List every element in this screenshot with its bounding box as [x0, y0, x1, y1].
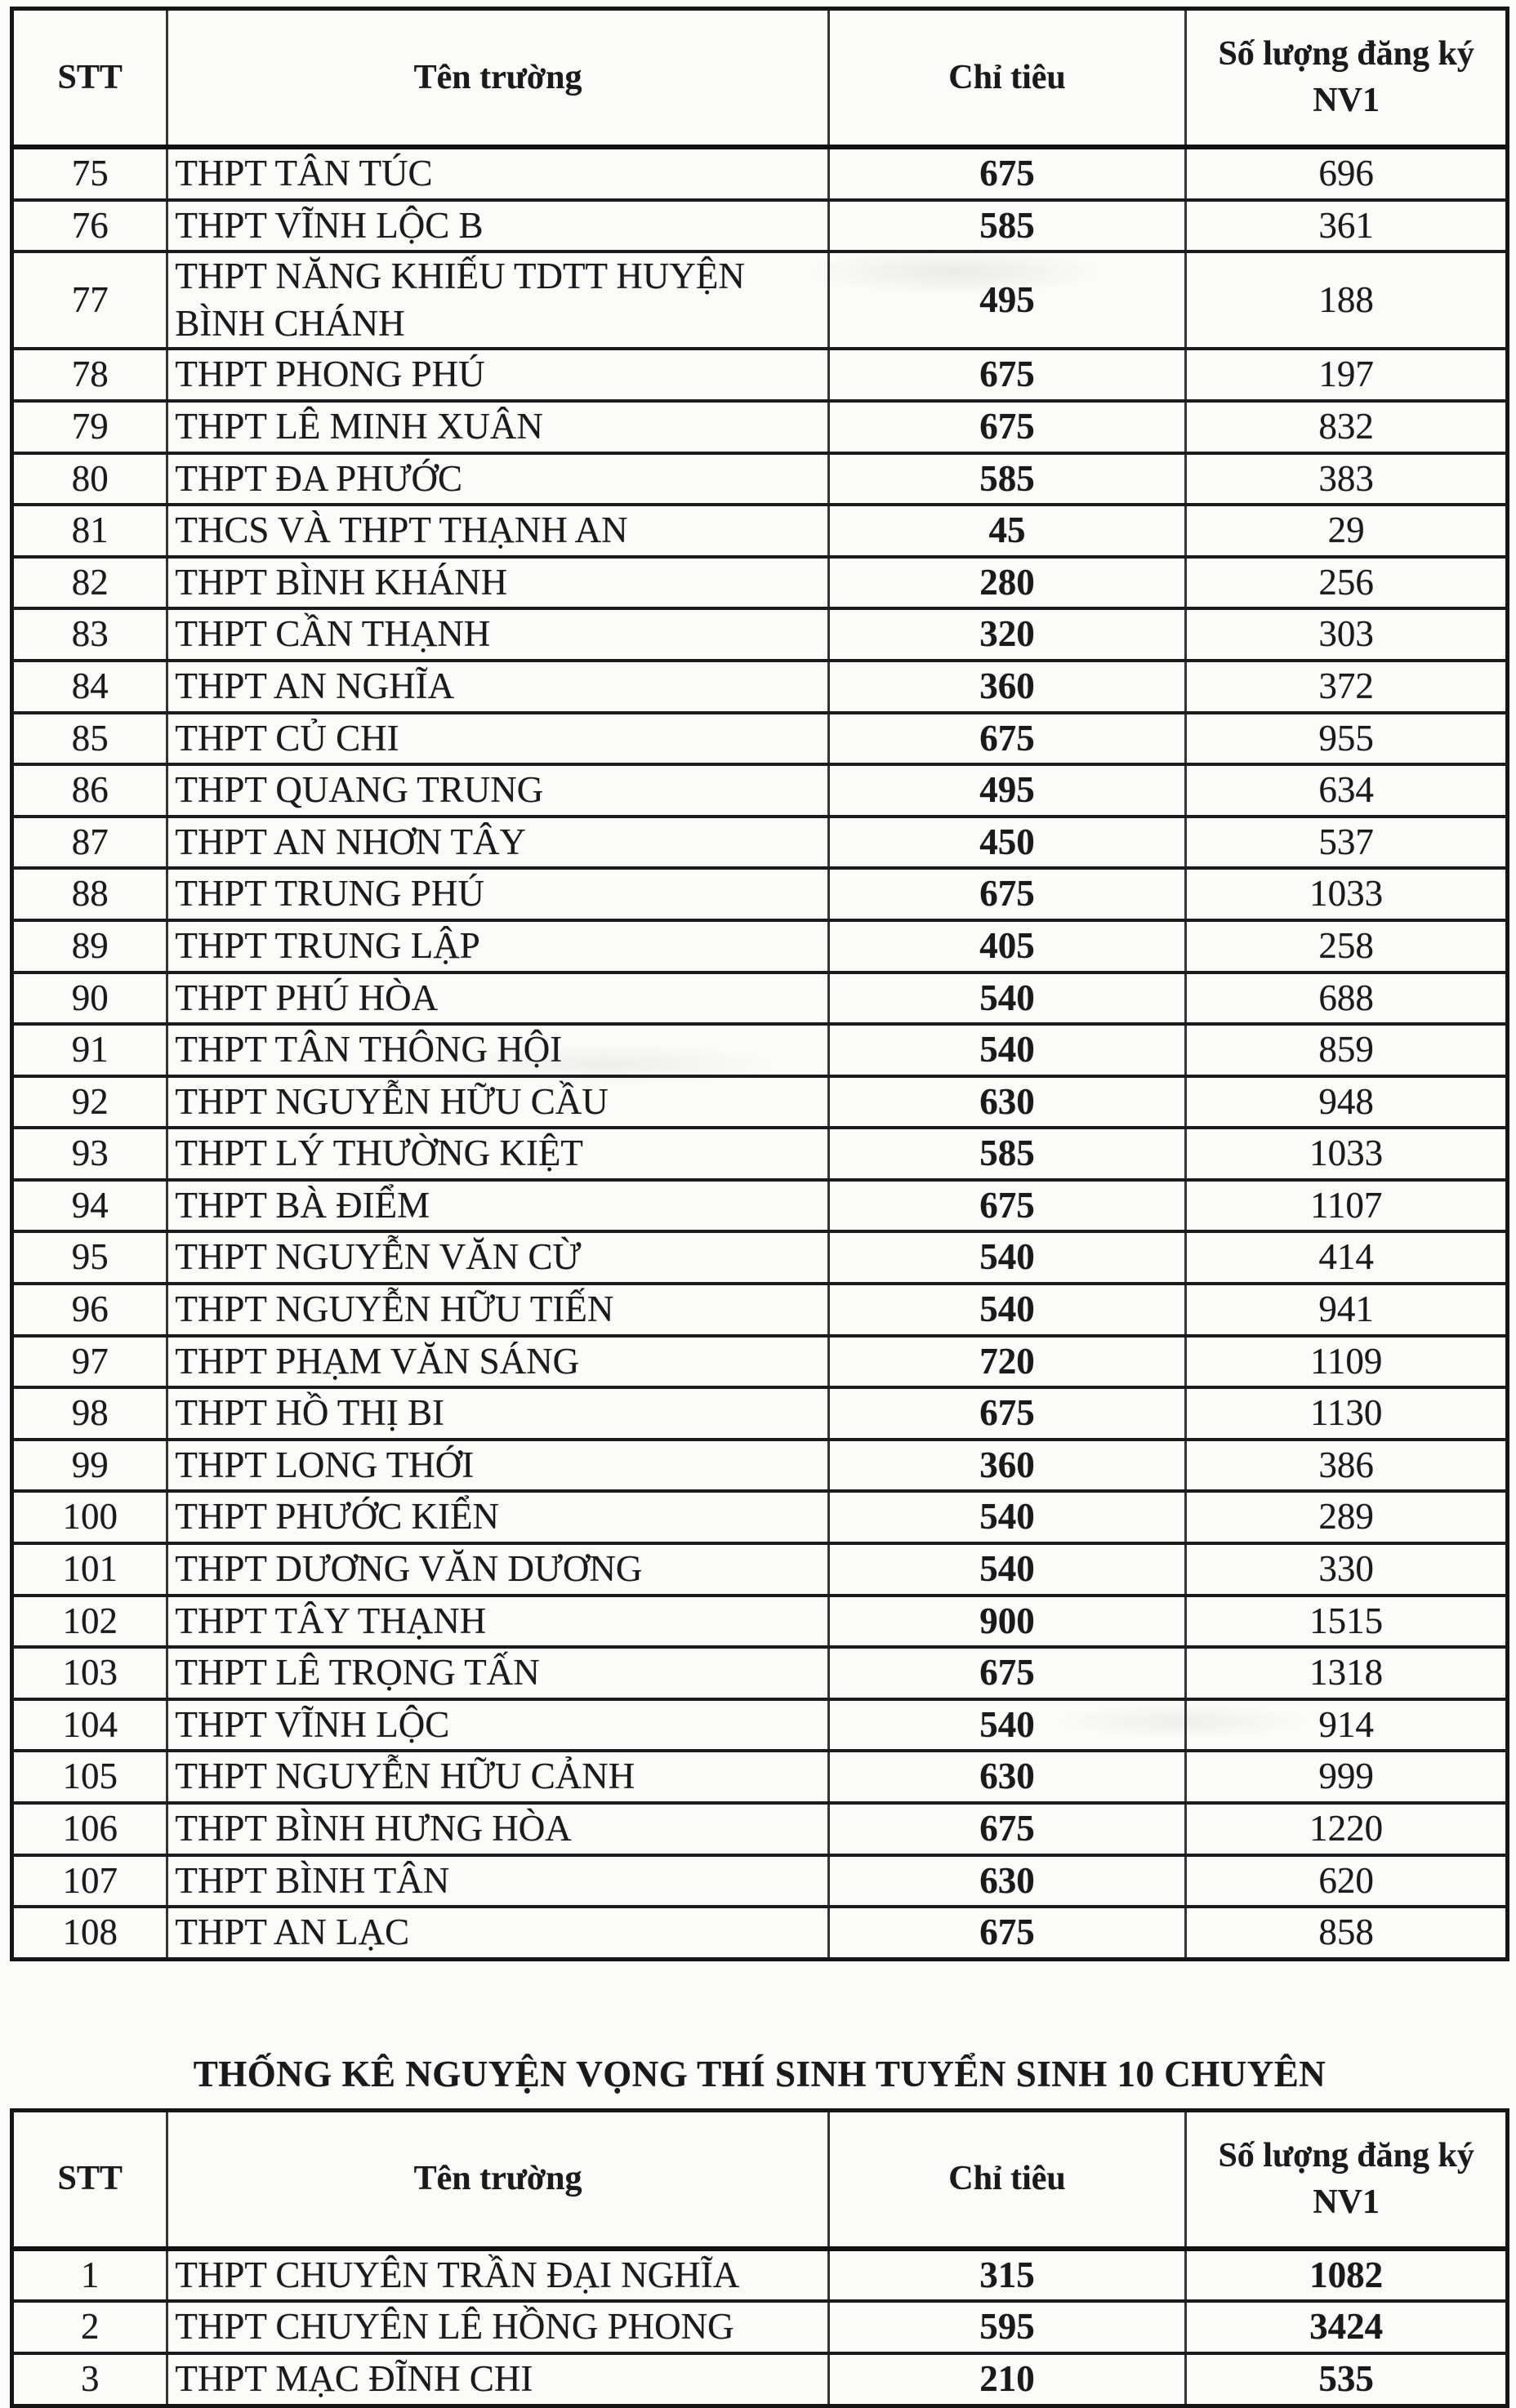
cell-school-name: THPT CHUYÊN LÊ HỒNG PHONG	[167, 2301, 828, 2353]
cell-stt: 103	[12, 1647, 167, 1699]
cell-stt: 92	[12, 1076, 167, 1128]
cell-stt: 90	[12, 973, 167, 1025]
cell-school-name: THPT BÌNH TÂN	[167, 1855, 828, 1907]
cell-quota: 280	[828, 557, 1186, 609]
cell-stt: 101	[12, 1543, 167, 1596]
cell-school-name: THPT NGUYỄN HỮU CẢNH	[167, 1751, 828, 1803]
cell-quota: 450	[828, 817, 1186, 869]
cell-school-name: THPT TÂN THÔNG HỘI	[167, 1024, 828, 1076]
table-row	[12, 1699, 1508, 1751]
cell-nv1-count: 361	[1186, 200, 1508, 252]
cell-nv1-count: 634	[1186, 764, 1508, 817]
cell-nv1-count: 188	[1186, 251, 1508, 349]
table-row	[12, 1128, 1508, 1180]
cell-school-name: THPT BÀ ĐIỂM	[167, 1180, 828, 1232]
cell-quota: 495	[828, 764, 1186, 817]
col-header-school-name: Tên trường	[167, 9, 828, 148]
cell-school-name: THPT VĨNH LỘC B	[167, 200, 828, 252]
cell-quota: 595	[828, 2301, 1186, 2353]
cell-nv1-count: 1220	[1186, 1803, 1508, 1855]
cell-quota: 675	[828, 1387, 1186, 1440]
cell-stt: 96	[12, 1284, 167, 1336]
cell-school-name: THPT AN LẠC	[167, 1907, 828, 1959]
cell-stt: 77	[12, 251, 167, 349]
cell-school-name: THPT NĂNG KHIẾU TDTT HUYỆN BÌNH CHÁNH	[167, 251, 828, 349]
table-row	[12, 608, 1508, 661]
table-row	[12, 1076, 1508, 1128]
col-header-stt: STT	[12, 9, 167, 148]
cell-nv1-count: 256	[1186, 557, 1508, 609]
cell-quota: 675	[828, 1180, 1186, 1232]
table-row	[12, 868, 1508, 920]
col-header-nv1-count: Số lượng đăng ký NV1	[1186, 2110, 1508, 2249]
cell-nv1-count: 696	[1186, 147, 1508, 200]
table-row	[12, 2353, 1508, 2406]
table-row	[12, 920, 1508, 973]
table-row	[12, 661, 1508, 713]
table-row	[12, 1751, 1508, 1803]
cell-quota: 675	[828, 401, 1186, 453]
cell-stt: 81	[12, 505, 167, 557]
cell-stt: 100	[12, 1491, 167, 1543]
cell-school-name: THPT PHONG PHÚ	[167, 349, 828, 401]
cell-quota: 585	[828, 200, 1186, 252]
cell-nv1-count: 1107	[1186, 1180, 1508, 1232]
cell-stt: 95	[12, 1231, 167, 1284]
cell-quota: 320	[828, 608, 1186, 661]
cell-stt: 87	[12, 817, 167, 869]
cell-school-name: THPT VĨNH LỘC	[167, 1699, 828, 1751]
cell-stt: 104	[12, 1699, 167, 1751]
col-header-stt: STT	[12, 2110, 167, 2249]
cell-nv1-count: 372	[1186, 661, 1508, 713]
cell-school-name: THPT PHƯỚC KIỂN	[167, 1491, 828, 1543]
table-row	[12, 1440, 1508, 1492]
cell-quota: 675	[828, 1907, 1186, 1959]
cell-quota: 315	[828, 2249, 1186, 2302]
cell-nv1-count: 948	[1186, 1076, 1508, 1128]
cell-nv1-count: 3424	[1186, 2301, 1508, 2353]
cell-nv1-count: 1318	[1186, 1647, 1508, 1699]
cell-nv1-count: 999	[1186, 1751, 1508, 1803]
cell-school-name: THPT BÌNH KHÁNH	[167, 557, 828, 609]
cell-school-name: THPT CHUYÊN TRẦN ĐẠI NGHĨA	[167, 2249, 828, 2302]
cell-nv1-count: 1109	[1186, 1336, 1508, 1388]
cell-quota: 495	[828, 251, 1186, 349]
cell-stt: 89	[12, 920, 167, 973]
cell-nv1-count: 914	[1186, 1699, 1508, 1751]
col-header-nv1-count: Số lượng đăng ký NV1	[1186, 9, 1508, 148]
cell-school-name: THPT MẠC ĐĨNH CHI	[167, 2353, 828, 2406]
cell-nv1-count: 832	[1186, 401, 1508, 453]
cell-stt: 94	[12, 1180, 167, 1232]
cell-stt: 79	[12, 401, 167, 453]
table-row	[12, 1596, 1508, 1648]
cell-nv1-count: 858	[1186, 1907, 1508, 1959]
cell-nv1-count: 386	[1186, 1440, 1508, 1492]
cell-school-name: THPT LÝ THƯỜNG KIỆT	[167, 1128, 828, 1180]
table-row	[12, 505, 1508, 557]
col-header-quota: Chỉ tiêu	[828, 9, 1186, 148]
cell-nv1-count: 1033	[1186, 1128, 1508, 1180]
cell-stt: 3	[12, 2353, 167, 2406]
cell-nv1-count: 688	[1186, 973, 1508, 1025]
cell-nv1-count: 414	[1186, 1231, 1508, 1284]
cell-quota: 720	[828, 1336, 1186, 1388]
cell-stt: 76	[12, 200, 167, 252]
cell-stt: 88	[12, 868, 167, 920]
cell-quota: 585	[828, 453, 1186, 505]
table-row	[12, 1231, 1508, 1284]
cell-school-name: THPT BÌNH HƯNG HÒA	[167, 1803, 828, 1855]
cell-school-name: THPT NGUYỄN VĂN CỪ	[167, 1231, 828, 1284]
cell-stt: 85	[12, 713, 167, 765]
table-row	[12, 1491, 1508, 1543]
cell-school-name: THPT ĐA PHƯỚC	[167, 453, 828, 505]
table-row	[12, 764, 1508, 817]
cell-quota: 540	[828, 1699, 1186, 1751]
table2-header-row	[12, 2110, 1508, 2249]
cell-stt: 78	[12, 349, 167, 401]
cell-quota: 630	[828, 1751, 1186, 1803]
cell-school-name: THPT CỦ CHI	[167, 713, 828, 765]
cell-stt: 84	[12, 661, 167, 713]
cell-stt: 2	[12, 2301, 167, 2353]
cell-stt: 83	[12, 608, 167, 661]
cell-school-name: THPT TRUNG LẬP	[167, 920, 828, 973]
table-row	[12, 1647, 1508, 1699]
cell-nv1-count: 537	[1186, 817, 1508, 869]
cell-nv1-count: 941	[1186, 1284, 1508, 1336]
cell-stt: 1	[12, 2249, 167, 2302]
table-row	[12, 973, 1508, 1025]
cell-nv1-count: 383	[1186, 453, 1508, 505]
cell-stt: 99	[12, 1440, 167, 1492]
cell-quota: 675	[828, 713, 1186, 765]
cell-stt: 82	[12, 557, 167, 609]
cell-nv1-count: 1515	[1186, 1596, 1508, 1648]
col-header-quota: Chỉ tiêu	[828, 2110, 1186, 2249]
table-row	[12, 1907, 1508, 1959]
cell-school-name: THPT HỒ THỊ BI	[167, 1387, 828, 1440]
cell-quota: 540	[828, 973, 1186, 1025]
cell-stt: 105	[12, 1751, 167, 1803]
col-header-school-name: Tên trường	[167, 2110, 828, 2249]
cell-stt: 75	[12, 147, 167, 200]
cell-nv1-count: 330	[1186, 1543, 1508, 1596]
cell-quota: 900	[828, 1596, 1186, 1648]
table-row	[12, 557, 1508, 609]
cell-stt: 107	[12, 1855, 167, 1907]
cell-school-name: THPT AN NGHĨA	[167, 661, 828, 713]
cell-quota: 405	[828, 920, 1186, 973]
cell-quota: 630	[828, 1076, 1186, 1128]
cell-nv1-count: 859	[1186, 1024, 1508, 1076]
cell-quota: 540	[828, 1231, 1186, 1284]
table-row	[12, 1803, 1508, 1855]
cell-quota: 630	[828, 1855, 1186, 1907]
table-row	[12, 1543, 1508, 1596]
cell-school-name: THPT TRUNG PHÚ	[167, 868, 828, 920]
cell-school-name: THPT LONG THỚI	[167, 1440, 828, 1492]
cell-quota: 540	[828, 1284, 1186, 1336]
cell-school-name: THPT TÂN TÚC	[167, 147, 828, 200]
table-row	[12, 200, 1508, 252]
cell-school-name: THPT AN NHƠN TÂY	[167, 817, 828, 869]
table-row	[12, 349, 1508, 401]
cell-quota: 675	[828, 147, 1186, 200]
cell-nv1-count: 1033	[1186, 868, 1508, 920]
cell-school-name: THPT PHÚ HÒA	[167, 973, 828, 1025]
table1-header-row	[12, 9, 1508, 148]
section-title-chuyen: THỐNG KÊ NGUYỆN VỌNG THÍ SINH TUYỂN SINH 10 CHUYÊN	[193, 2053, 1326, 2094]
table-nv1-registrations	[10, 7, 1509, 1961]
cell-stt: 106	[12, 1803, 167, 1855]
table-row	[12, 453, 1508, 505]
table-row	[12, 1284, 1508, 1336]
table-row	[12, 1855, 1508, 1907]
cell-quota: 360	[828, 1440, 1186, 1492]
cell-nv1-count: 303	[1186, 608, 1508, 661]
cell-stt: 102	[12, 1596, 167, 1648]
cell-school-name: THPT PHẠM VĂN SÁNG	[167, 1336, 828, 1388]
cell-nv1-count: 1130	[1186, 1387, 1508, 1440]
table-row	[12, 401, 1508, 453]
cell-quota: 675	[828, 349, 1186, 401]
cell-school-name: THCS VÀ THPT THẠNH AN	[167, 505, 828, 557]
cell-school-name: THPT NGUYỄN HỮU TIẾN	[167, 1284, 828, 1336]
cell-school-name: THPT NGUYỄN HỮU CẦU	[167, 1076, 828, 1128]
cell-nv1-count: 535	[1186, 2353, 1508, 2406]
cell-quota: 45	[828, 505, 1186, 557]
cell-stt: 98	[12, 1387, 167, 1440]
cell-quota: 675	[828, 1803, 1186, 1855]
table-row	[12, 2301, 1508, 2353]
cell-stt: 108	[12, 1907, 167, 1959]
table-row	[12, 713, 1508, 765]
cell-nv1-count: 197	[1186, 349, 1508, 401]
cell-nv1-count: 955	[1186, 713, 1508, 765]
cell-quota: 360	[828, 661, 1186, 713]
cell-quota: 540	[828, 1024, 1186, 1076]
cell-quota: 540	[828, 1543, 1186, 1596]
cell-quota: 540	[828, 1491, 1186, 1543]
cell-quota: 210	[828, 2353, 1186, 2406]
cell-stt: 86	[12, 764, 167, 817]
cell-school-name: THPT LÊ MINH XUÂN	[167, 401, 828, 453]
cell-nv1-count: 289	[1186, 1491, 1508, 1543]
cell-nv1-count: 29	[1186, 505, 1508, 557]
table-row	[12, 251, 1508, 349]
cell-quota: 675	[828, 1647, 1186, 1699]
cell-school-name: THPT QUANG TRUNG	[167, 764, 828, 817]
cell-stt: 97	[12, 1336, 167, 1388]
table-chuyen-registrations	[10, 2108, 1509, 2408]
cell-school-name: THPT CẦN THẠNH	[167, 608, 828, 661]
table-row	[12, 147, 1508, 200]
cell-stt: 80	[12, 453, 167, 505]
table-row	[12, 1387, 1508, 1440]
cell-nv1-count: 1082	[1186, 2249, 1508, 2302]
cell-school-name: THPT LÊ TRỌNG TẤN	[167, 1647, 828, 1699]
cell-nv1-count: 620	[1186, 1855, 1508, 1907]
cell-school-name: THPT TÂY THẠNH	[167, 1596, 828, 1648]
cell-nv1-count: 258	[1186, 920, 1508, 973]
cell-stt: 91	[12, 1024, 167, 1076]
table-row	[12, 1180, 1508, 1232]
table-row	[12, 1024, 1508, 1076]
cell-stt: 93	[12, 1128, 167, 1180]
cell-quota: 585	[828, 1128, 1186, 1180]
table-row	[12, 1336, 1508, 1388]
table-row	[12, 2249, 1508, 2302]
table-row	[12, 817, 1508, 869]
cell-school-name: THPT DƯƠNG VĂN DƯƠNG	[167, 1543, 828, 1596]
cell-quota: 675	[828, 868, 1186, 920]
